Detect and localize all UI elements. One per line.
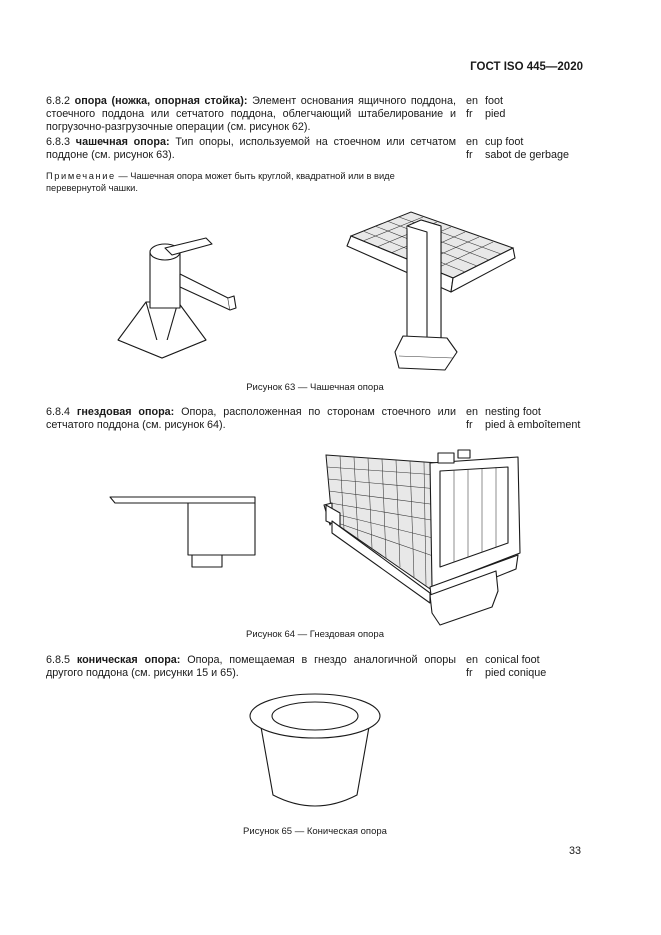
- lang-fr: fr: [466, 667, 473, 680]
- lang-en: en: [466, 654, 479, 666]
- figure-63-caption: Рисунок 63 — Чашечная опора: [246, 382, 384, 393]
- term-6-8-2: [46, 95, 456, 135]
- term-name: чашечная опора:: [75, 136, 170, 148]
- term-name: гнездовая опора:: [76, 406, 175, 418]
- term-en: nesting foot: [485, 406, 541, 418]
- page-number: 33: [568, 845, 581, 857]
- term-en: conical foot: [485, 654, 540, 666]
- cup-foot-drawing-a: [110, 232, 240, 367]
- equivalents-6-8-4: [466, 406, 580, 432]
- note: [46, 170, 456, 194]
- conical-foot-drawing: [245, 689, 385, 819]
- term-number: 6.8.2: [46, 95, 71, 107]
- term-en: cup foot: [485, 136, 524, 148]
- term-6-8-3: [46, 136, 456, 162]
- lang-fr: fr: [466, 149, 473, 162]
- term-6-8-5: [46, 654, 456, 680]
- lang-en: en: [466, 136, 479, 148]
- figure-64-caption: Рисунок 64 — Гнездовая опора: [245, 629, 384, 640]
- term-number: 6.8.4: [46, 406, 71, 418]
- term-number: 6.8.5: [46, 654, 71, 666]
- equivalents-6-8-3: [466, 136, 569, 162]
- lang-fr: fr: [466, 419, 473, 432]
- note-dash: —: [118, 171, 128, 181]
- cup-foot-drawing-b: [343, 200, 518, 380]
- term-fr: sabot de gerbage: [485, 149, 570, 162]
- lang-fr: fr: [466, 108, 473, 121]
- equivalents-6-8-5: [466, 654, 546, 680]
- standard-header: ГОСТ ISO 445—2020: [470, 61, 583, 73]
- term-definition: Тип опоры, используемой на стоечном или сетчатом поддоне (см. рисунок 63).: [46, 136, 457, 162]
- nesting-foot-drawing-b: [318, 443, 523, 628]
- term-6-8-4: [46, 406, 456, 432]
- term-fr: pied à emboîtement: [485, 419, 581, 432]
- equivalents-6-8-2: [466, 95, 505, 121]
- term-definition: Опора, помещаемая в гнездо аналогичной опоры другого поддона (см. рисунки 15 и 65).: [46, 654, 456, 680]
- term-name: коническая опора:: [76, 654, 181, 666]
- term-number: 6.8.3: [46, 136, 71, 148]
- term-en: foot: [485, 95, 504, 107]
- note-text: Чашечная опора может быть круглой, квадратной или в виде перевернутой чашки.: [46, 171, 395, 193]
- term-fr: pied conique: [485, 667, 547, 680]
- lang-en: en: [466, 406, 479, 418]
- lang-en: en: [466, 95, 479, 107]
- nesting-foot-drawing-a: [105, 494, 265, 574]
- term-definition: Элемент основания ящичного поддона, стоечного поддона или сетчатого поддона, облегчающий штабелирование и погрузочно-разгрузочные операции (см. рисунок 62).: [46, 95, 457, 134]
- term-name: опора (ножка, опорная стойка):: [74, 95, 248, 107]
- term-definition: Опора, расположенная по сторонам стоечного или сетчатого поддона (см. рисунок 64).: [46, 406, 457, 432]
- note-label: Примечание: [46, 171, 116, 181]
- term-fr: pied: [485, 108, 506, 121]
- figure-65-caption: Рисунок 65 — Коническая опора: [243, 826, 387, 837]
